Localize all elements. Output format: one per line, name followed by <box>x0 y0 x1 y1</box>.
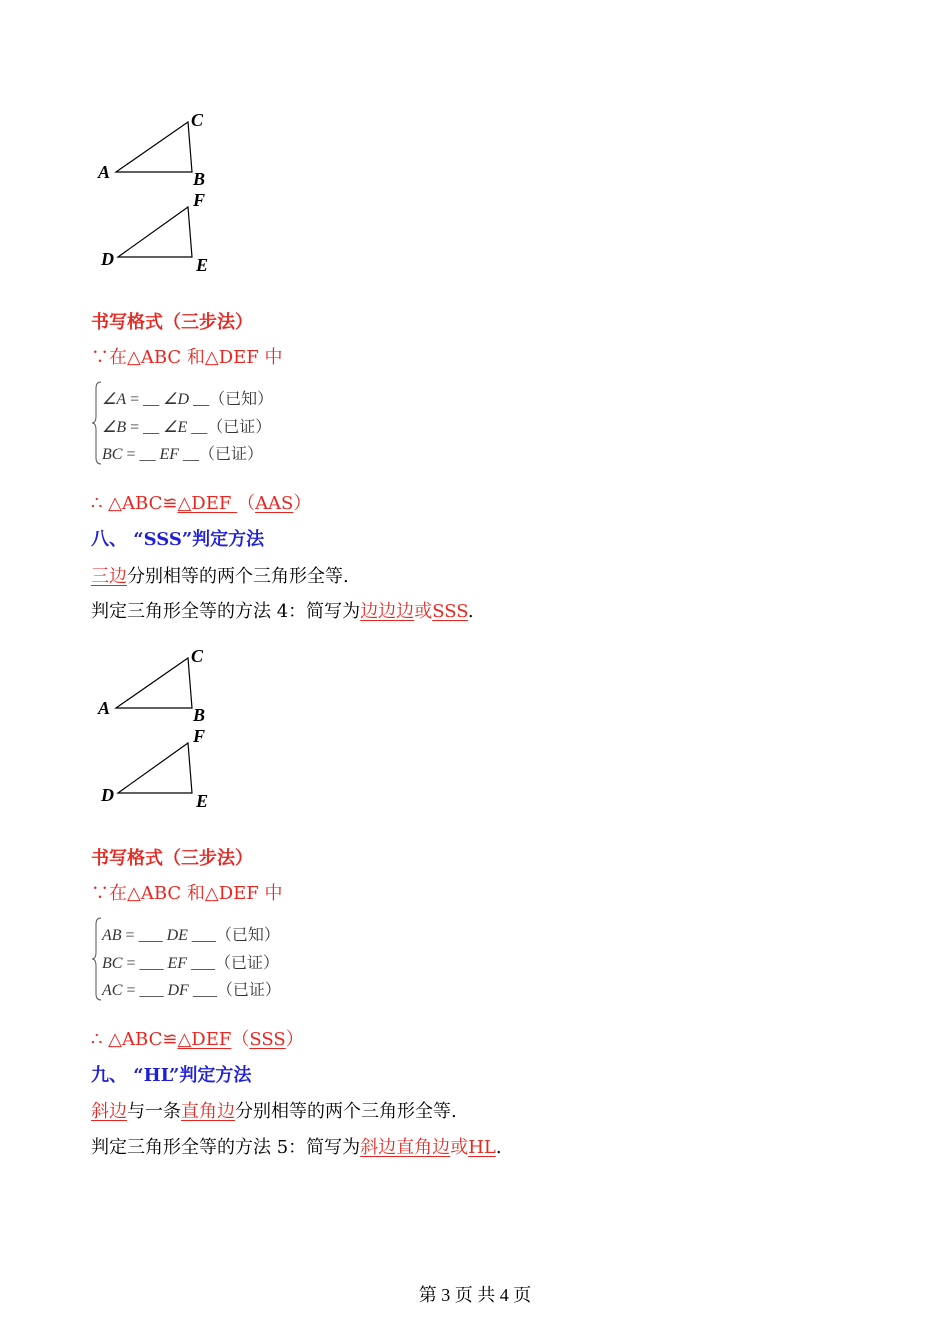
sss-definition: 三边分别相等的两个三角形全等. <box>91 566 349 587</box>
triangle-abc <box>116 658 192 708</box>
triangle-abc <box>116 122 192 172</box>
triangle-def <box>118 743 192 793</box>
label-d: D <box>101 249 114 269</box>
sss-method-line: 判定三角形全等的方法 4：简写为边边边或SSS. <box>91 601 474 622</box>
label-e: E <box>196 255 209 275</box>
sss-conclusion: ∴ △ABC≌△DEF（SSS） <box>91 1029 304 1050</box>
label-c: C <box>191 110 204 130</box>
label-f: F <box>193 190 206 210</box>
triangle-def <box>118 207 192 257</box>
triangle-figure-1 <box>96 108 226 278</box>
hl-definition: 斜边与一条直角边分别相等的两个三角形全等. <box>91 1101 457 1122</box>
label-a: A <box>98 698 111 718</box>
section-hl-title: 九、 “HL”判定方法 <box>91 1065 252 1086</box>
label-a: A <box>98 162 111 182</box>
section-sss-title: 八、 “SSS”判定方法 <box>91 529 265 550</box>
aas-condition-row: ∠A = __ ∠D __（已知） <box>102 391 274 408</box>
sss-format-heading: 书写格式（三步法） <box>91 848 253 869</box>
hl-method-line: 判定三角形全等的方法 5：简写为斜边直角边或HL. <box>91 1137 502 1158</box>
label-b: B <box>193 705 206 725</box>
sss-condition-row: AC = ___ DF ___（已证） <box>102 982 281 999</box>
aas-because-line: ∵在△ABC 和△DEF 中 <box>91 347 283 368</box>
label-f: F <box>193 726 206 746</box>
triangle-figure-2 <box>96 644 226 814</box>
sss-because-line: ∵在△ABC 和△DEF 中 <box>91 883 283 904</box>
aas-condition-brace <box>92 380 292 468</box>
sss-condition-brace <box>92 916 312 1004</box>
page-footer: 第 3 页 共 4 页 <box>418 1285 532 1305</box>
label-e: E <box>196 791 209 811</box>
sss-condition-row: AB = ___ DE ___（已知） <box>102 927 280 944</box>
aas-condition-row: BC = __ EF __（已证） <box>102 446 264 463</box>
aas-condition-row: ∠B = __ ∠E __（已证） <box>102 419 272 436</box>
sss-condition-row: BC = ___ EF ___（已证） <box>102 955 280 972</box>
label-d: D <box>101 785 114 805</box>
label-c: C <box>191 646 204 666</box>
label-b: B <box>193 169 206 189</box>
aas-conclusion: ∴ △ABC≌△DEF （AAS） <box>91 493 312 514</box>
aas-format-heading: 书写格式（三步法） <box>91 312 253 333</box>
